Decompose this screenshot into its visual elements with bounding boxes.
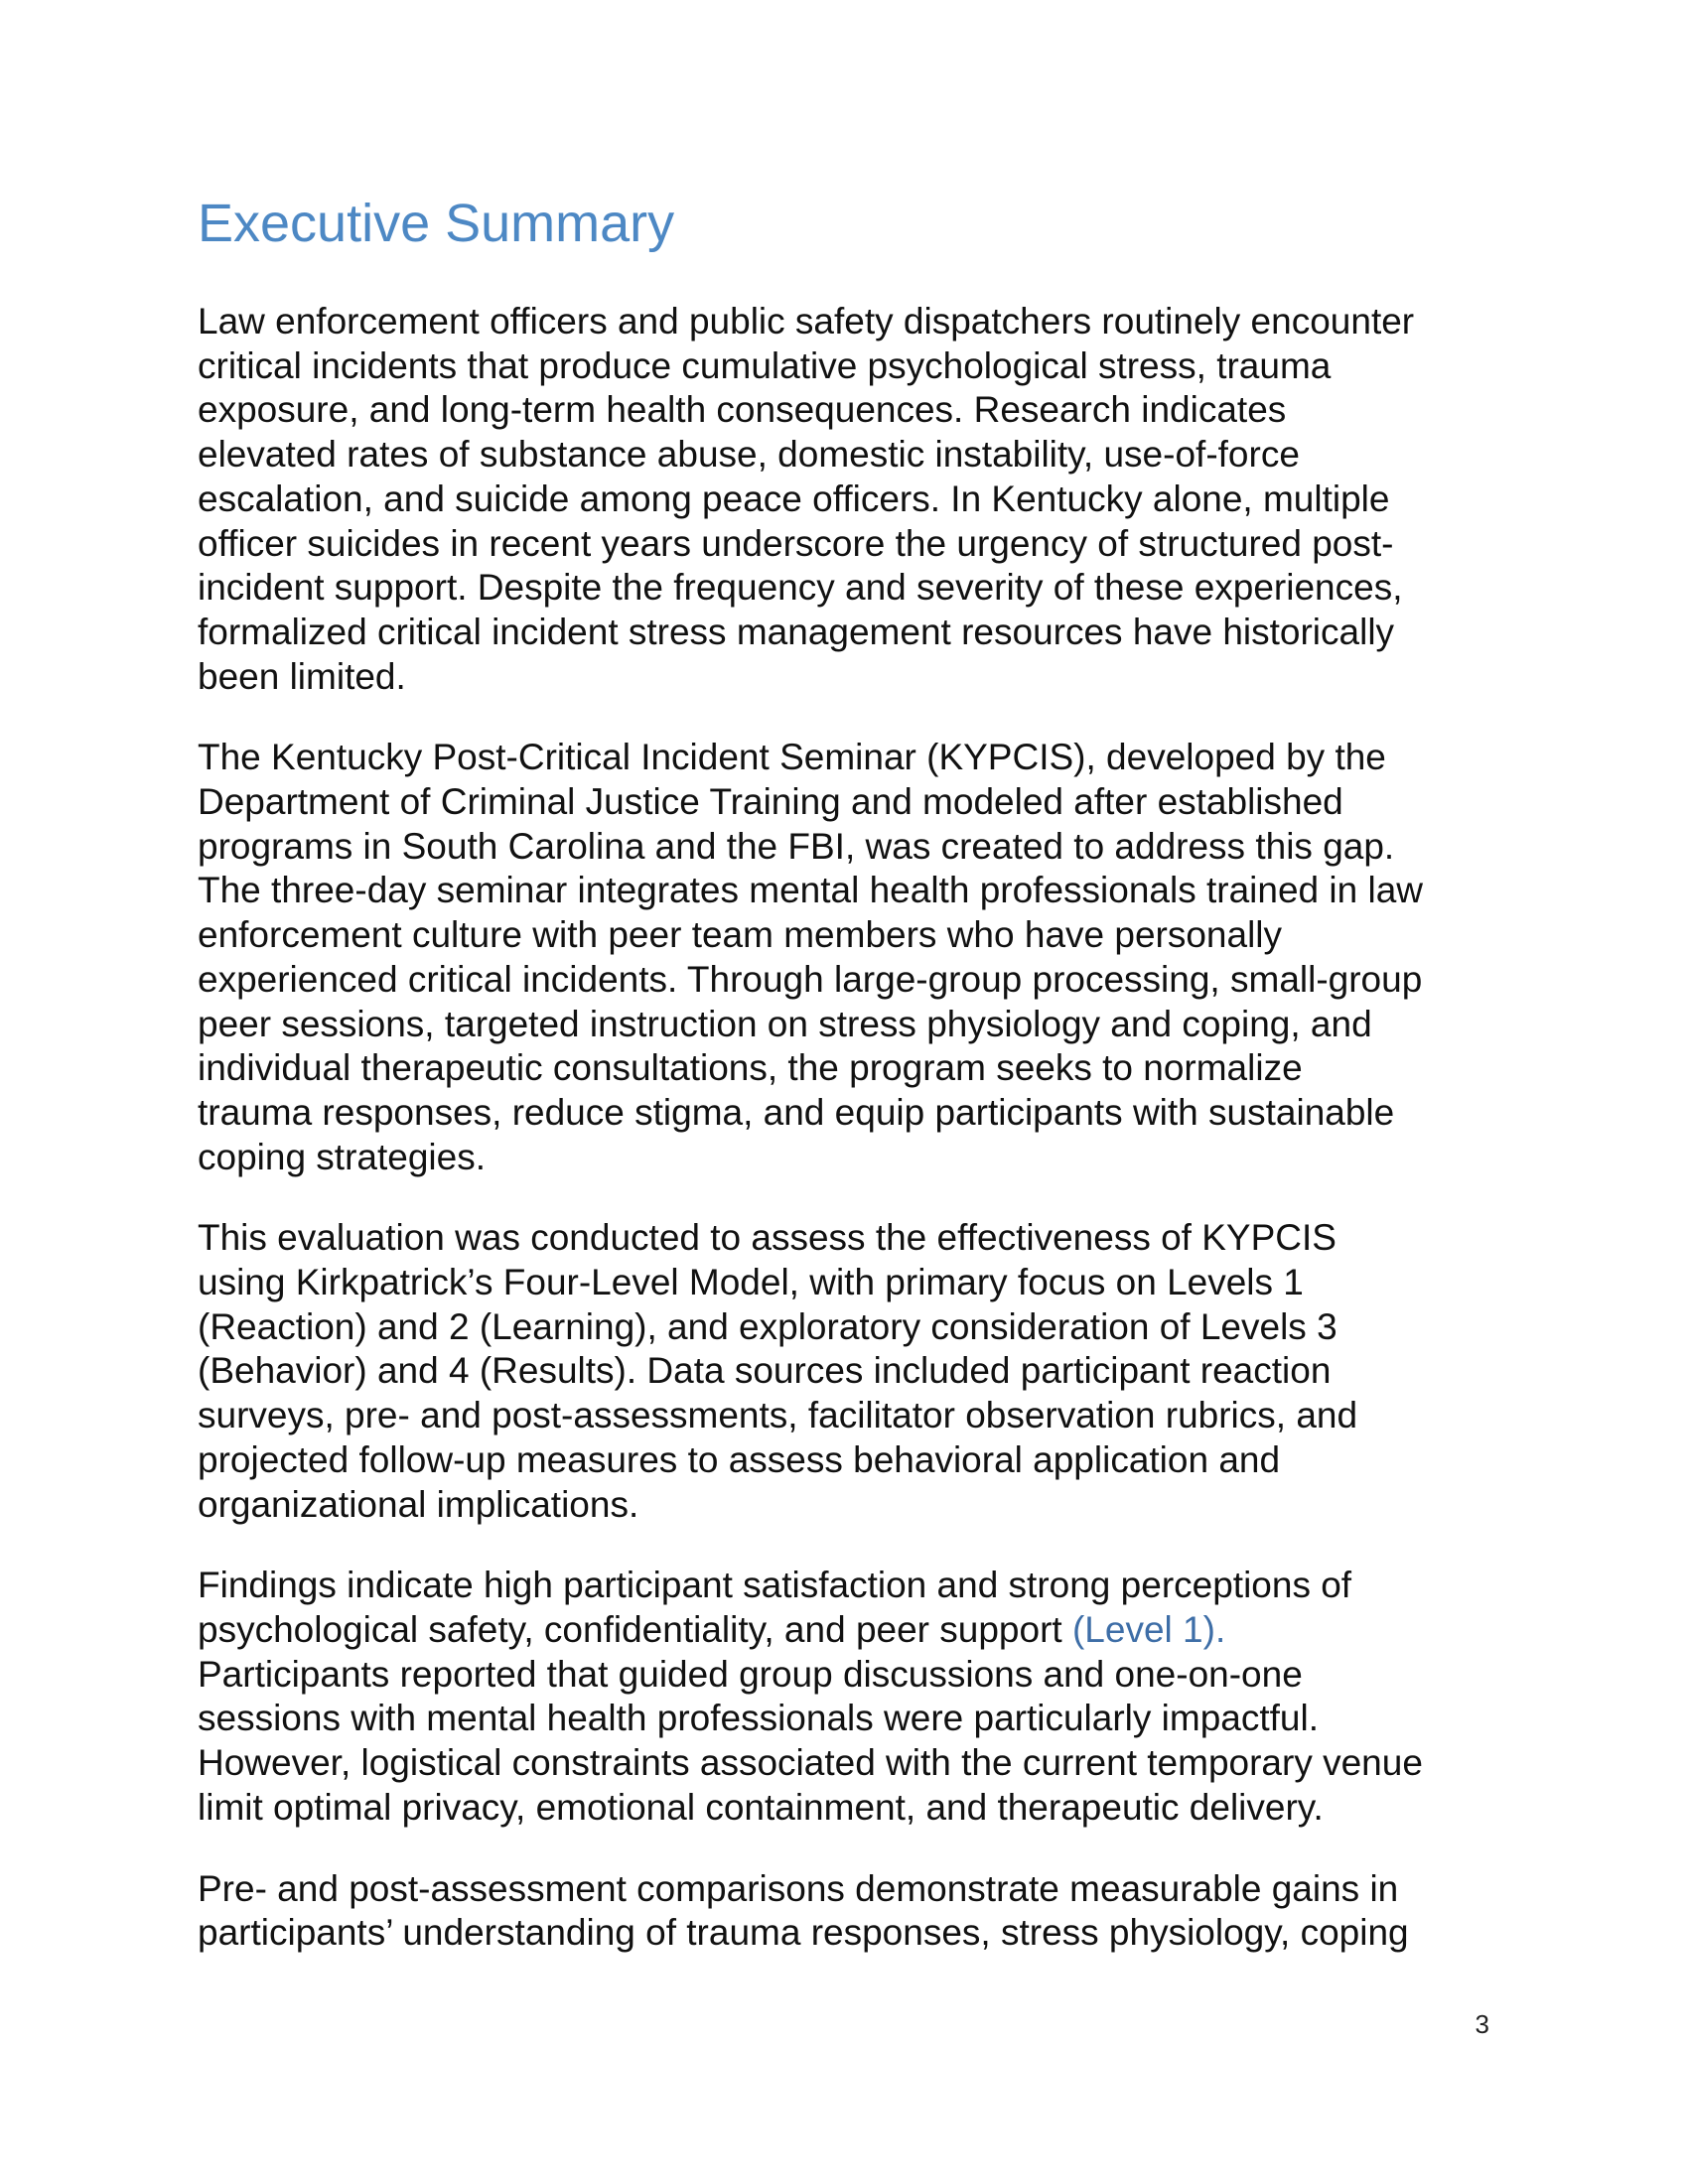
text-line: organizational implications. [198,1483,639,1525]
text-line: formalized critical incident stress management resources have historically [198,611,1395,652]
text-line: elevated rates of substance abuse, domestic instability, use-of-force [198,434,1300,476]
text-line: escalation, and suicide among peace officers. In Kentucky alone, multiple [198,478,1390,519]
text-segment: psychological safety, confidentiality, and peer support [198,1608,1072,1650]
paragraph-2 [198,736,1498,1179]
text-line: Pre- and post-assessment comparisons demonstrate measurable gains in [198,1867,1399,1909]
text-line: Participants reported that guided group discussions and one-on-one [198,1653,1303,1695]
text-line: limit optimal privacy, emotional containment, and therapeutic delivery. [198,1786,1324,1828]
text-line: This evaluation was conducted to assess the effectiveness of KYPCIS [198,1217,1336,1259]
text-line: Department of Criminal Justice Training and modeled after established [198,781,1343,823]
text-line: critical incidents that produce cumulative psychological stress, trauma [198,344,1332,386]
text-line: (Behavior) and 4 (Results). Data sources included participant reaction [198,1350,1332,1392]
text-line: sessions with mental health professionals were particularly impactful. [198,1698,1320,1739]
section-heading: Executive Summary [198,194,675,253]
text-line: trauma responses, reduce stigma, and equip participants with sustainable [198,1091,1395,1133]
text-line: experienced critical incidents. Through large-group processing, small-group [198,958,1423,1000]
text-line: officer suicides in recent years underscore the urgency of structured post- [198,522,1394,564]
text-line: (Reaction) and 2 (Learning), and exploratory consideration of Levels 3 [198,1305,1337,1347]
text-line: surveys, pre- and post-assessments, facilitator observation rubrics, and [198,1395,1358,1436]
text-line: peer sessions, targeted instruction on stress physiology and coping, and [198,1003,1372,1044]
text-line: coping strategies. [198,1136,487,1177]
level-reference: (Level 1). [1071,1608,1226,1650]
paragraph-3 [198,1216,1498,1527]
text-line [198,1608,1498,1653]
text-line: enforcement culture with peer team members who have personally [198,914,1283,956]
text-line: individual therapeutic consultations, the program seeks to normalize [198,1047,1303,1089]
text-line: Law enforcement officers and public safety dispatchers routinely encounter [198,301,1415,341]
text-line: The Kentucky Post-Critical Incident Seminar (KYPCIS), developed by the [198,737,1386,778]
text-line: The three-day seminar integrates mental health professionals trained in law [198,870,1423,911]
text-line: However, logistical constraints associated with the current temporary venue [198,1742,1423,1784]
text-line: incident support. Despite the frequency and severity of these experiences, [198,567,1403,609]
text-line: programs in South Carolina and the FBI, was created to address this gap. [198,825,1395,867]
paragraph-4 [198,1564,1498,1830]
text-line: been limited. [198,655,406,697]
paragraph-1 [198,300,1498,699]
text-line: projected follow-up measures to assess behavioral application and [198,1438,1281,1480]
body-text [198,300,1498,1992]
paragraph-5 [198,1867,1498,1956]
text-line: Findings indicate high participant satisfaction and strong perceptions of [198,1565,1352,1606]
page-number: 3 [1475,2009,1489,2039]
text-line: exposure, and long-term health consequences. Research indicates [198,389,1287,431]
text-line: using Kirkpatrick’s Four-Level Model, with primary focus on Levels 1 [198,1262,1304,1303]
text-line: participants’ understanding of trauma responses, stress physiology, coping [198,1912,1409,1954]
